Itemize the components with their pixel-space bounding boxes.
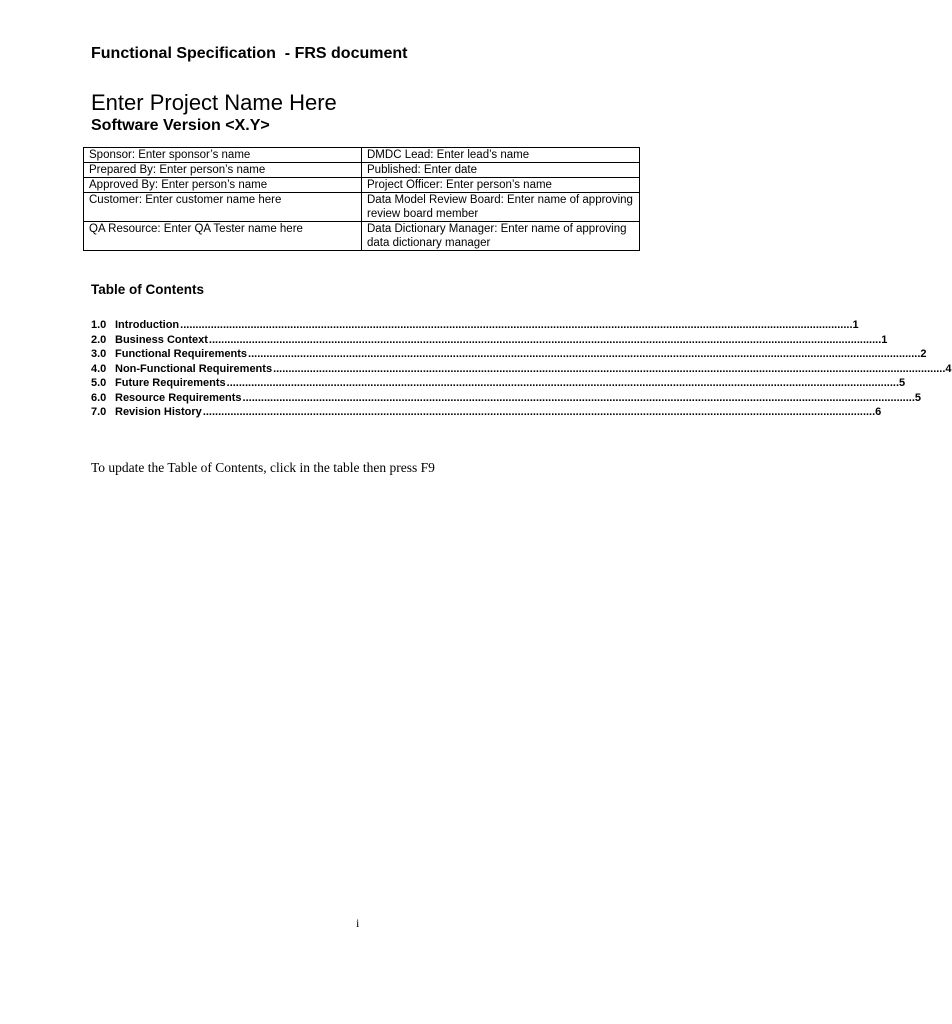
table-of-contents (91, 318, 952, 420)
toc-entry-number: 2.0 (91, 333, 107, 346)
toc-leader-dots: ............................................................................................................................................................................................................................ (208, 333, 882, 346)
toc-leader-dots: ............................................................................................................................................................................................................................ (242, 391, 915, 404)
document-header-title: Functional Specification - FRS document (91, 45, 408, 62)
review-board-cell: Data Model Review Board: Enter name of approving review board member (362, 193, 640, 222)
toc-entry-number: 7.0 (91, 406, 107, 418)
toc-entry-page: 4 (945, 362, 952, 375)
toc-update-instruction: To update the Table of Contents, click in the table then press F9 (91, 460, 435, 475)
toc-entry-title: Revision History (115, 406, 202, 418)
toc-entry-number: 4.0 (91, 362, 107, 375)
dmdc-lead-cell: DMDC Lead: Enter lead’s name (362, 148, 640, 163)
toc-entry[interactable] (91, 347, 927, 362)
data-dictionary-manager-cell: Data Dictionary Manager: Enter name of approving data dictionary manager (362, 222, 640, 251)
toc-entry-number: 3.0 (91, 348, 107, 360)
toc-entry-title: Non-Functional Requirements (115, 362, 273, 375)
table-row (84, 178, 640, 193)
toc-heading: Table of Contents (91, 282, 204, 297)
published-cell: Published: Enter date (362, 163, 640, 178)
toc-entry[interactable] (91, 362, 952, 377)
toc-leader-dots: ............................................................................................................................................................................................................................ (180, 319, 853, 331)
project-name: Enter Project Name Here (91, 90, 337, 115)
toc-leader-dots: ............................................................................................................................................................................................................................ (273, 362, 946, 375)
toc-entry-title: Future Requirements (115, 377, 226, 389)
toc-entry-page: 1 (852, 319, 859, 331)
toc-entry[interactable] (91, 333, 888, 348)
toc-entry-title: Resource Requirements (115, 391, 242, 404)
project-officer-cell: Project Officer: Enter person’s name (362, 178, 640, 193)
toc-leader-dots: ............................................................................................................................................................................................................................ (226, 377, 899, 389)
table-row (84, 222, 640, 251)
customer-cell: Customer: Enter customer name here (84, 193, 362, 222)
toc-entry-page: 5 (914, 391, 922, 404)
toc-entry-page: 1 (881, 333, 888, 346)
approved-by-cell: Approved By: Enter person’s name (84, 178, 362, 193)
toc-entry-title: Introduction (115, 319, 180, 331)
toc-entry-title: Business Context (115, 333, 208, 346)
table-row (84, 163, 640, 178)
toc-entry-title: Functional Requirements (115, 348, 248, 360)
qa-resource-cell: QA Resource: Enter QA Tester name here (84, 222, 362, 251)
toc-entry[interactable] (91, 405, 882, 420)
sponsor-cell: Sponsor: Enter sponsor’s name (84, 148, 362, 163)
table-row (84, 148, 640, 163)
software-version: Software Version <X.Y> (91, 117, 270, 134)
project-info-table (83, 147, 640, 251)
toc-entry-number: 1.0 (91, 319, 107, 331)
toc-entry-number: 5.0 (91, 377, 107, 389)
toc-leader-dots: ............................................................................................................................................................................................................................ (202, 406, 876, 418)
toc-entry[interactable] (91, 376, 906, 391)
toc-entry-number: 6.0 (91, 391, 107, 404)
page-number: i (356, 916, 360, 930)
table-row (84, 193, 640, 222)
toc-entry[interactable] (91, 318, 859, 333)
toc-entry[interactable] (91, 391, 922, 406)
toc-entry-page: 2 (920, 348, 927, 360)
prepared-by-cell: Prepared By: Enter person’s name (84, 163, 362, 178)
toc-leader-dots: ............................................................................................................................................................................................................................ (248, 348, 921, 360)
toc-entry-page: 6 (875, 406, 882, 418)
toc-entry-page: 5 (899, 377, 906, 389)
